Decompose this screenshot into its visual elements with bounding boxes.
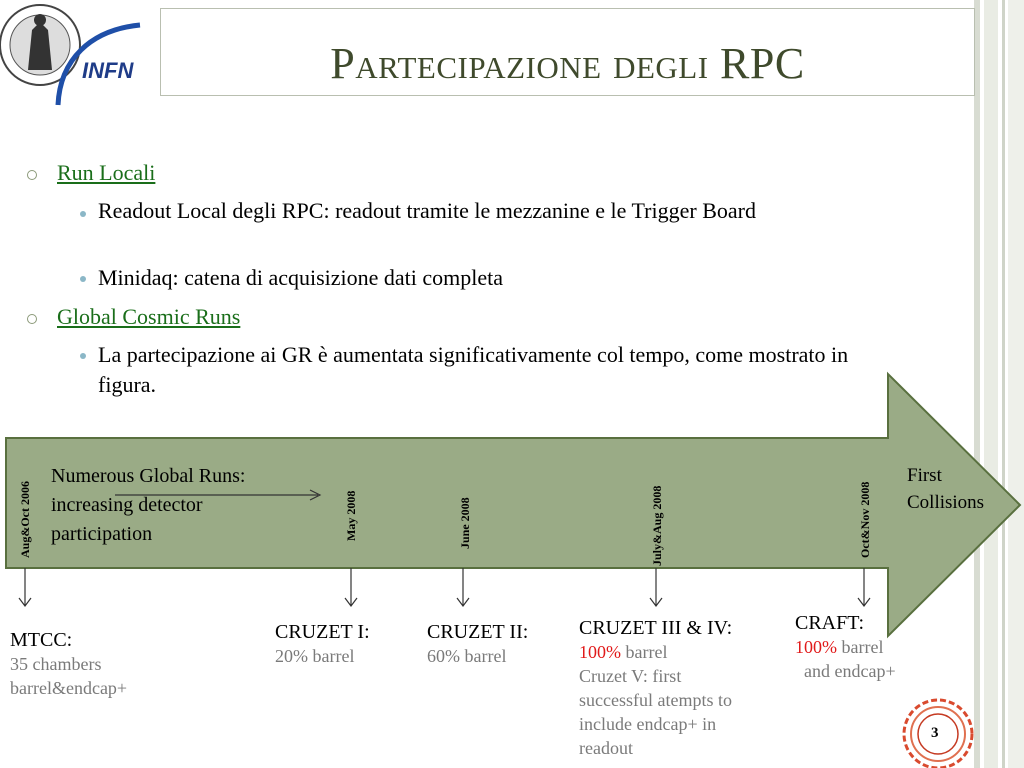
first-collisions-label: First Collisions bbox=[907, 465, 985, 513]
arrow-caption: Numerous Global Runs: increasing detector participation bbox=[51, 465, 246, 545]
event-title: CRUZET III & IV: bbox=[579, 617, 733, 639]
event-cruzet-3-4 bbox=[579, 616, 779, 760]
date-label-july-aug-2008: July&Aug 2008 bbox=[650, 485, 664, 566]
event-percent: 100% bbox=[795, 637, 837, 657]
event-extra: and endcap+ bbox=[795, 661, 896, 681]
event-mtcc bbox=[10, 628, 210, 700]
event-cruzet-2 bbox=[427, 620, 572, 668]
svg-text:INFN: INFN bbox=[82, 58, 134, 83]
date-label-may-2008: May 2008 bbox=[344, 490, 358, 541]
event-detail: barrel bbox=[621, 642, 668, 662]
event-detail: barrel bbox=[837, 637, 884, 657]
bullet-text: Minidaq: catena di acquisizione dati completa bbox=[98, 265, 504, 290]
section-link-global-cosmic-runs[interactable]: Global Cosmic Runs bbox=[57, 304, 241, 329]
page-number: 3 bbox=[931, 725, 939, 741]
event-title: CRUZET II: bbox=[427, 621, 529, 643]
date-label-june-2008: June 2008 bbox=[458, 497, 472, 549]
event-cruzet-1 bbox=[275, 620, 415, 668]
event-detail: 35 chambers barrel&endcap+ bbox=[10, 654, 128, 698]
event-title: CRAFT: bbox=[795, 612, 865, 634]
bullet-text: La partecipazione ai GR è aumentata significativamente col tempo, come mostrato in figura. bbox=[98, 342, 849, 397]
event-detail: 20% barrel bbox=[275, 646, 355, 666]
page-title: Partecipazione degli RPC bbox=[330, 39, 805, 88]
bullet-text: Readout Local degli RPC: readout tramite le mezzanine e le Trigger Board bbox=[98, 198, 756, 223]
event-percent: 100% bbox=[579, 642, 621, 662]
event-extra: Cruzet V: first successful atempts to include endcap+ in readout bbox=[579, 666, 732, 758]
section-link-run-locali[interactable]: Run Locali bbox=[57, 160, 156, 185]
event-craft bbox=[795, 611, 945, 683]
event-title: MTCC: bbox=[10, 629, 73, 651]
date-label-oct-nov-2008: Oct&Nov 2008 bbox=[858, 481, 872, 558]
event-detail: 60% barrel bbox=[427, 646, 507, 666]
date-label-aug-oct-2006: Aug&Oct 2006 bbox=[18, 481, 32, 558]
event-title: CRUZET I: bbox=[275, 621, 370, 643]
